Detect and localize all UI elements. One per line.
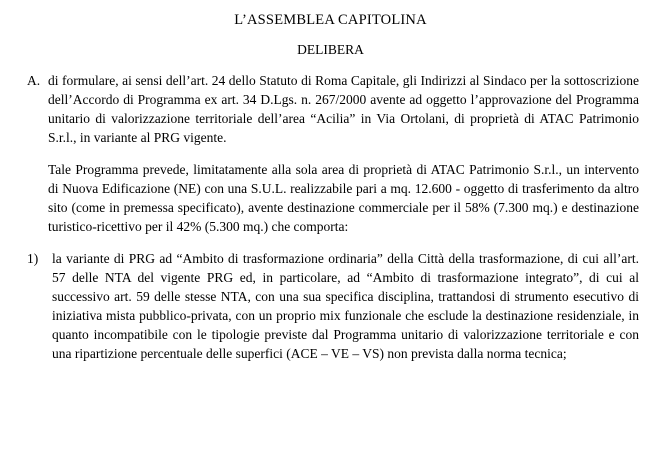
document-subtitle: DELIBERA	[297, 42, 364, 57]
numbered-list-item-marker: 1)	[27, 251, 39, 266]
numbered-list-item	[22, 249, 639, 363]
document-title: L’ASSEMBLEA CAPITOLINA	[234, 12, 427, 28]
numbered-list-item-text: la variante di PRG ad “Ambito di trasformazione ordinaria” della Città della trasformazione, di cui all’art. 57 delle NTA del vigente PRG ed, in particolare, ad “Ambito di trasformazione integrato”, di cui al successivo art. 59 delle stesse NTA, con una sua specifica disciplina, trattandosi di strumento esecutivo di iniziativa mista pubblico-privata, con un proprio mix funzionale che esclude la destinazione residenziale, in quanto incompatibile con le tipologie previste dal Programma unitario di valorizzazione territoriale e con una ripartizione percentuale delle superfici (ACE – VE – VS) non prevista dalla norma tecnica;	[52, 251, 639, 361]
body-paragraph: Tale Programma prevede, limitatamente alla sola area di proprietà di ATAC Patrimonio S.r.l., un intervento di Nuova Edificazione (NE) con una S.U.L. realizzabile pari a mq. 12.600 - oggetto di trasferimento da altro sito (come in premessa specificato), avente destinazione commerciale per il 58% (7.300 mq.) e destinazione turistico-ricettivo per il 42% (5.300 mq.) che comporta:	[48, 162, 639, 234]
list-item-text: di formulare, ai sensi dell’art. 24 dello Statuto di Roma Capitale, gli Indirizzi al Sindaco per la sottoscrizione dell’Accordo di Programma ex art. 34 D.Lgs. n. 267/2000 avente ad oggetto l’approvazione del Programma unitario di valorizzazione territoriale dell’area “Acilia” in Via Ortolani, di proprietà di ATAC Patrimonio S.r.l., in variante al PRG vigente.	[48, 73, 639, 145]
list-item-marker: A.	[27, 73, 41, 88]
list-item	[22, 71, 639, 147]
